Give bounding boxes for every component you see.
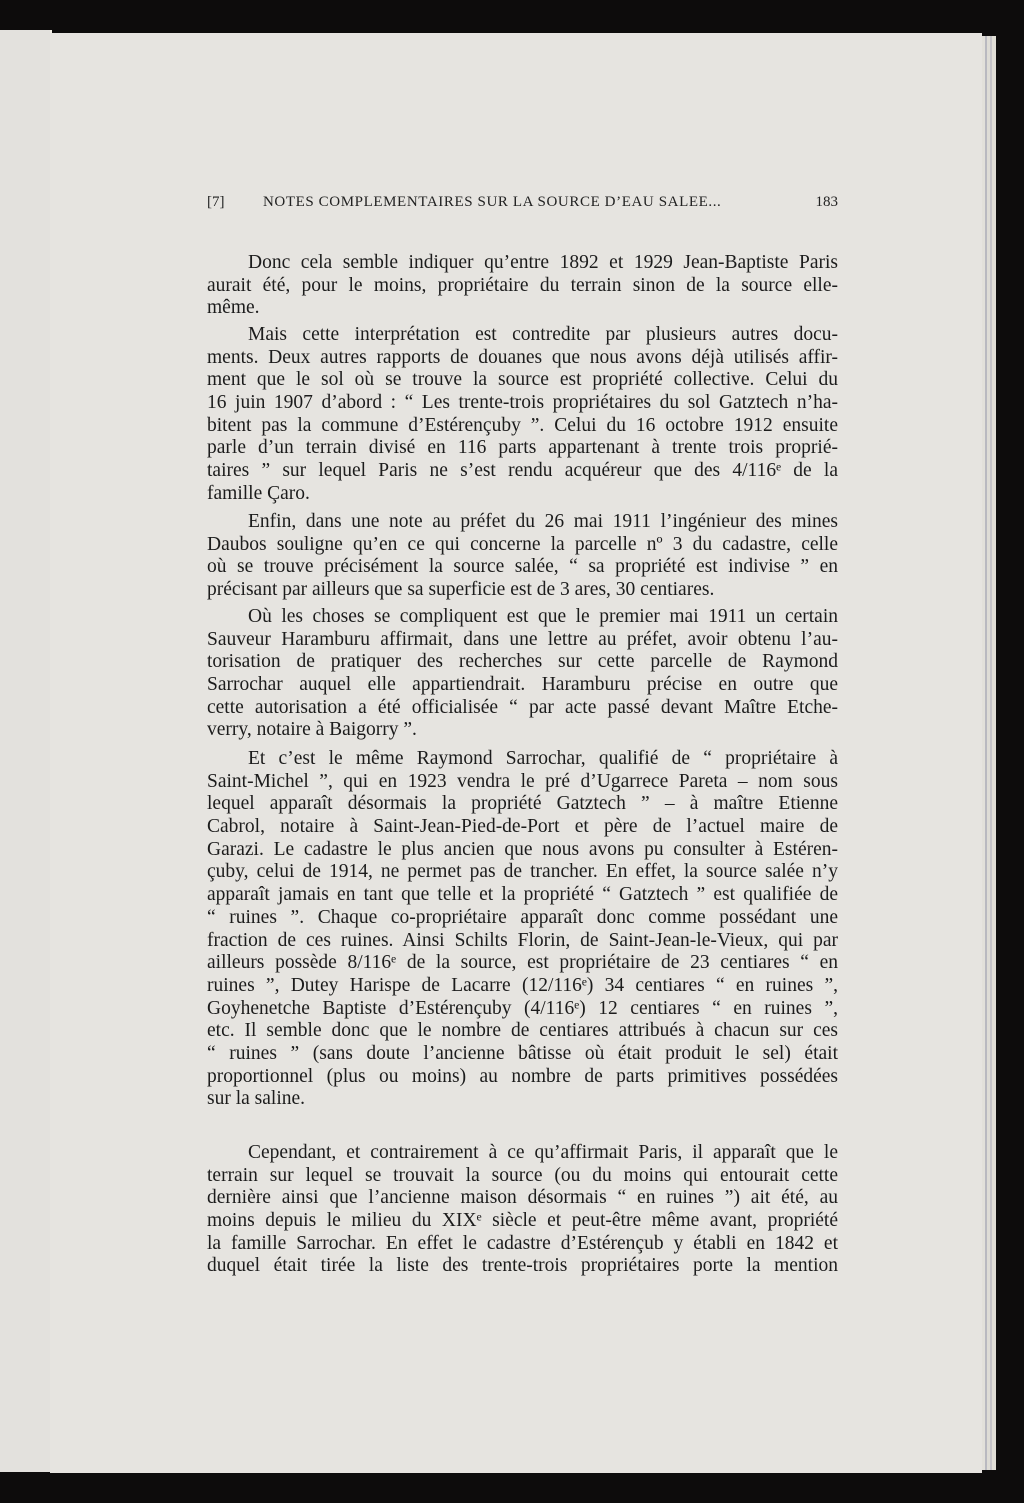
text-line: Donc cela semble indiquer qu’entre 1892 et 1929 Jean-Baptiste Paris	[248, 252, 838, 273]
text-line: apparaît jamais en tant que telle et la propriété “ Gatztech ” est qualifiée de	[207, 884, 838, 906]
paragraph	[207, 748, 838, 1111]
text-line: Goyhenetche Baptiste d’Estérençuby (4/116ᵉ) 12 centiares “ en ruines ”,	[207, 997, 838, 1019]
text-line: ailleurs possède 8/116ᵉ de la source, est propriétaire de 23 centiares “ en	[207, 952, 838, 974]
text-line: dernière ainsi que l’ancienne maison désormais “ en ruines ”) ait été, au	[207, 1187, 838, 1209]
paragraph	[207, 252, 838, 320]
page-number: 183	[815, 194, 838, 210]
text-line: aurait été, pour le moins, propriétaire du terrain sinon de la source elle-	[207, 274, 838, 296]
paragraph	[207, 324, 838, 506]
text-line: “ ruines ”. Chaque co-propriétaire apparaît donc comme possédant une	[207, 906, 838, 928]
text-line: Garazi. Le cadastre le plus ancien que nous avons pu consulter à Estéren-	[207, 838, 838, 860]
page-stack-edges	[980, 36, 996, 1470]
text-line: etc. Il semble donc que le nombre de centiares attribués à chacun sur ces	[207, 1020, 838, 1042]
text-line: proportionnel (plus ou moins) au nombre de parts primitives possédées	[207, 1065, 838, 1087]
text-line: précisant par ailleurs que sa superficie est de 3 ares, 30 centiares.	[207, 579, 715, 601]
text-line: Sauveur Haramburu affirmait, dans une lettre au préfet, avoir obtenu l’au-	[207, 628, 838, 650]
running-title: NOTES COMPLEMENTAIRES SUR LA SOURCE D’EAU SALEE...	[263, 194, 722, 210]
running-header	[207, 194, 838, 214]
text-line: taires ” sur lequel Paris ne s’est rendu acquéreur que des 4/116ᵉ de la	[207, 460, 838, 482]
text-line: lequel apparaît désormais la propriété Gatztech ” – à maître Etienne	[207, 793, 838, 815]
text-line: duquel était tirée la liste des trente-trois propriétaires porte la mention	[207, 1255, 838, 1277]
text-line: sur la saline.	[207, 1088, 306, 1110]
text-line: famille Çaro.	[207, 482, 310, 504]
text-line: Cabrol, notaire à Saint-Jean-Pied-de-Port et père de l’actuel maire de	[207, 816, 838, 838]
text-line: où se trouve précisément la source salée, “ sa propriété est indivise ” en	[207, 556, 838, 578]
text-line: Saint-Michel ”, qui en 1923 vendra le pré d’Ugarrece Pareta – nom sous	[207, 770, 838, 792]
text-line: 16 juin 1907 d’abord : “ Les trente-trois propriétaires du sol Gatztech n’ha-	[207, 392, 838, 414]
text-line: verry, notaire à Baigorry ”.	[207, 719, 417, 741]
text-line: fraction de ces ruines. Ainsi Schilts Florin, de Saint-Jean-le-Vieux, qui par	[207, 929, 838, 951]
text-line: la famille Sarrochar. En effet le cadastre d’Estérençub y établi en 1842 et	[207, 1232, 838, 1254]
text-line: Mais cette interprétation est contredite par plusieurs autres docu-	[248, 324, 838, 345]
facing-page-edge	[0, 30, 52, 1472]
paragraph	[207, 511, 838, 602]
text-line: torisation de pratiquer des recherches sur cette parcelle de Raymond	[207, 651, 838, 673]
text-line: çuby, celui de 1914, ne permet pas de trancher. En effet, la source salée n’y	[207, 861, 838, 883]
paragraph	[207, 1142, 838, 1278]
text-line: “ ruines ” (sans doute l’ancienne bâtisse où était produit le sel) était	[207, 1042, 838, 1064]
text-line: terrain sur lequel se trouvait la source (ou du moins qui entourait cette	[207, 1164, 838, 1186]
text-line: Cependant, et contrairement à ce qu’affirmait Paris, il apparaît que le	[248, 1142, 838, 1163]
paragraph	[207, 606, 838, 742]
text-line: bitent pas la commune d’Estérençuby ”. Celui du 16 octobre 1912 ensuite	[207, 414, 838, 436]
text-line: parle d’un terrain divisé en 116 parts appartenant à trente trois proprié-	[207, 437, 838, 459]
text-line: cette autorisation a été officialisée “ par acte passé devant Maître Etche-	[207, 696, 838, 718]
text-line: Où les choses se compliquent est que le premier mai 1911 un certain	[248, 606, 838, 627]
text-line: ruines ”, Dutey Harispe de Lacarre (12/116ᵉ) 34 centiares “ en ruines ”,	[207, 974, 838, 996]
text-line: Sarrochar auquel elle appartiendrait. Haramburu précise en outre que	[207, 674, 838, 696]
text-line: moins depuis le milieu du XIXᵉ siècle et peut-être même avant, propriété	[207, 1210, 838, 1232]
section-number: [7]	[207, 194, 225, 210]
text-line: Enfin, dans une note au préfet du 26 mai 1911 l’ingénieur des mines	[248, 511, 838, 532]
text-line: même.	[207, 297, 260, 319]
text-line: Daubos souligne qu’en ce qui concerne la parcelle nº 3 du cadastre, celle	[207, 533, 838, 555]
text-line: ment que le sol où se trouve la source est propriété collective. Celui du	[207, 369, 838, 391]
text-line: ments. Deux autres rapports de douanes que nous avons déjà utilisés affir-	[207, 346, 838, 368]
text-line: Et c’est le même Raymond Sarrochar, qualifié de “ propriétaire à	[248, 748, 838, 769]
